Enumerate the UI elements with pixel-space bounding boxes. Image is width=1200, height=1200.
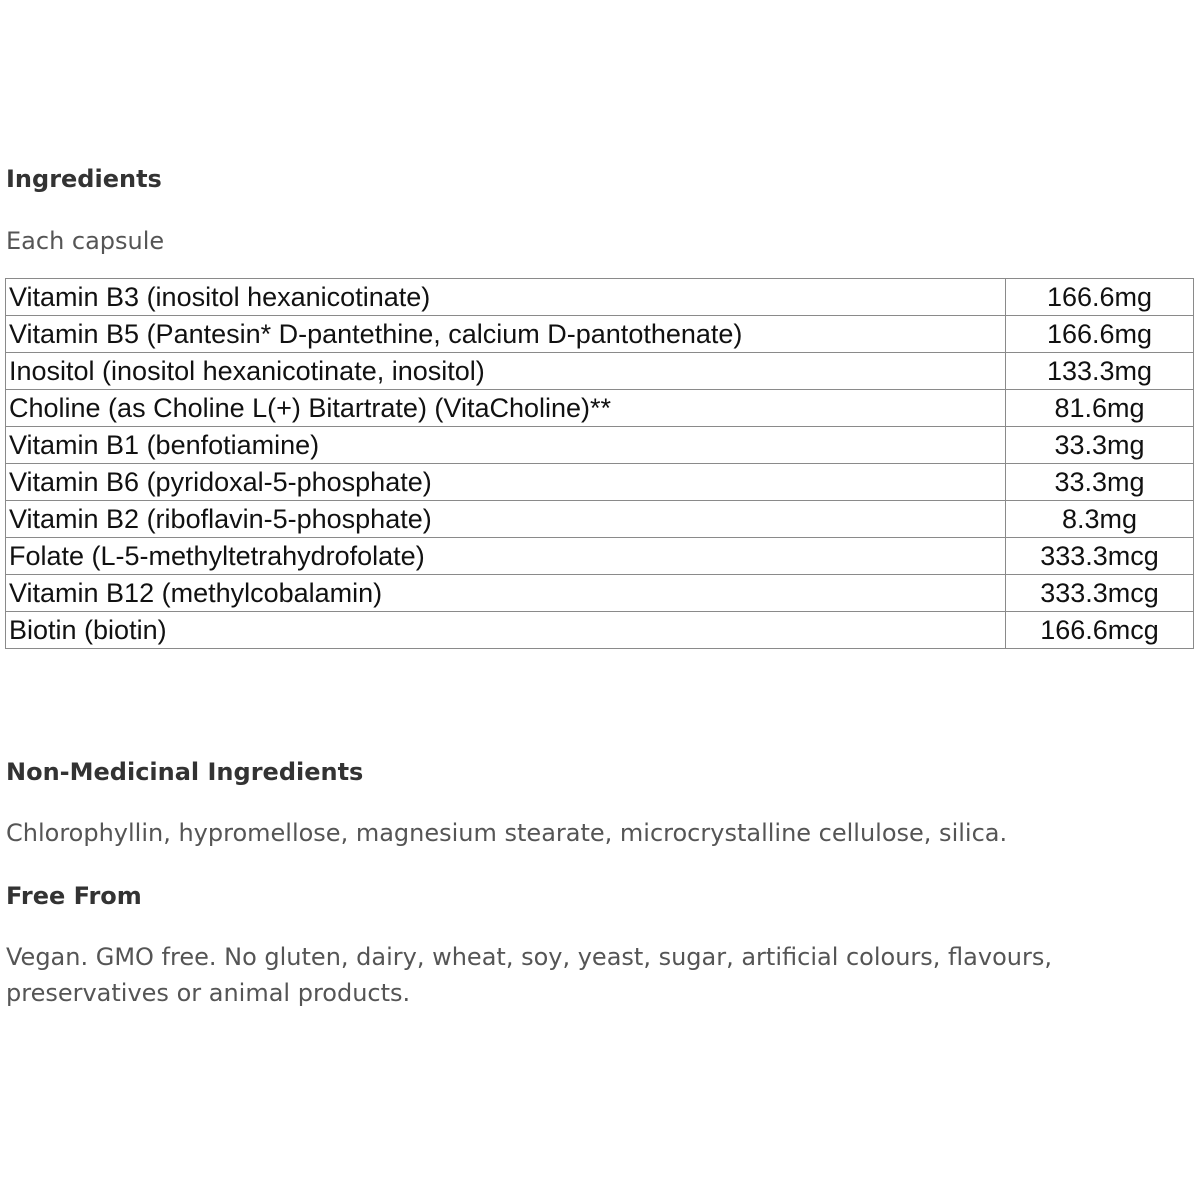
ingredient-amount-cell: 333.3mcg [1006, 575, 1194, 612]
table-row [6, 316, 1194, 353]
free-from-heading: Free From [6, 882, 142, 910]
ingredient-amount-cell: 166.6mg [1006, 316, 1194, 353]
table-row [6, 427, 1194, 464]
ingredient-amount-cell: 333.3mcg [1006, 538, 1194, 575]
ingredient-amount-cell: 133.3mg [1006, 353, 1194, 390]
ingredient-amount-cell: 166.6mcg [1006, 612, 1194, 649]
ingredient-name-cell: Biotin (biotin) [6, 612, 1006, 649]
ingredient-name-cell: Choline (as Choline L(+) Bitartrate) (VitaCholine)** [6, 390, 1006, 427]
ingredient-amount-cell: 33.3mg [1006, 464, 1194, 501]
table-row [6, 612, 1194, 649]
table-row [6, 279, 1194, 316]
ingredient-amount-cell: 33.3mg [1006, 427, 1194, 464]
ingredients-table [5, 278, 1194, 649]
table-row [6, 390, 1194, 427]
ingredient-name-cell: Vitamin B1 (benfotiamine) [6, 427, 1006, 464]
ingredient-name-cell: Vitamin B6 (pyridoxal-5-phosphate) [6, 464, 1006, 501]
non-medicinal-heading: Non-Medicinal Ingredients [6, 758, 364, 786]
serving-description: Each capsule [6, 227, 165, 255]
ingredient-amount-cell: 8.3mg [1006, 501, 1194, 538]
non-medicinal-text: Chlorophyllin, hypromellose, magnesium stearate, microcrystalline cellulose, silica. [6, 819, 1008, 847]
ingredients-table-body [6, 279, 1194, 649]
table-row [6, 464, 1194, 501]
table-row [6, 575, 1194, 612]
ingredients-heading: Ingredients [6, 165, 162, 193]
ingredient-name-cell: Vitamin B12 (methylcobalamin) [6, 575, 1006, 612]
ingredient-amount-cell: 81.6mg [1006, 390, 1194, 427]
table-row [6, 501, 1194, 538]
ingredient-name-cell: Folate (L-5-methyltetrahydrofolate) [6, 538, 1006, 575]
ingredient-name-cell: Vitamin B2 (riboflavin-5-phosphate) [6, 501, 1006, 538]
ingredient-name-cell: Inositol (inositol hexanicotinate, inositol) [6, 353, 1006, 390]
ingredient-name-cell: Vitamin B5 (Pantesin* D-pantethine, calcium D-pantothenate) [6, 316, 1006, 353]
ingredient-name-cell: Vitamin B3 (inositol hexanicotinate) [6, 279, 1006, 316]
table-row [6, 353, 1194, 390]
table-row [6, 538, 1194, 575]
free-from-text: Vegan. GMO free. No gluten, dairy, wheat, soy, yeast, sugar, artificial colours, flavours, preservatives or animal products. [6, 943, 1052, 1007]
ingredient-amount-cell: 166.6mg [1006, 279, 1194, 316]
